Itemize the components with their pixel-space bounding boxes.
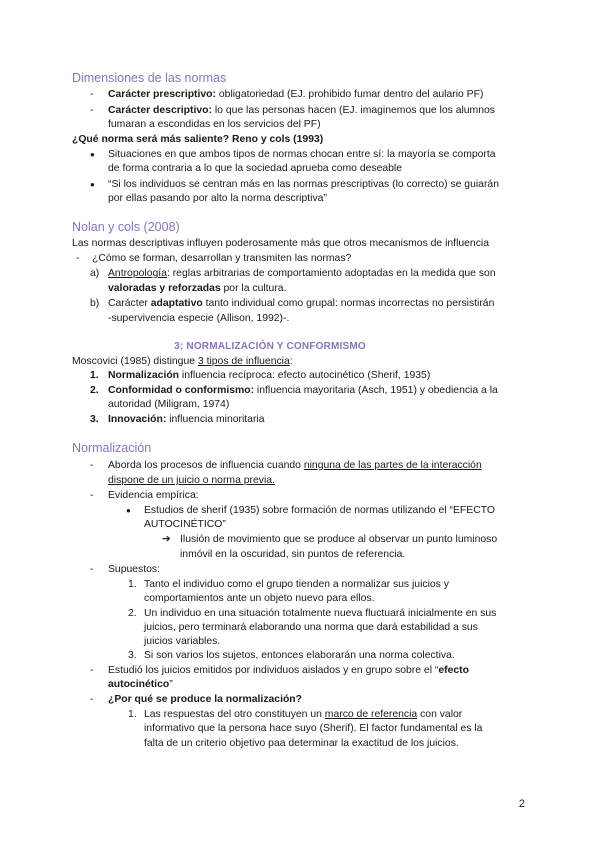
text-span: influencia mayoritaria (Asch, 1951) y obediencia a la xyxy=(254,385,498,396)
text-line xyxy=(108,281,286,296)
text-line: Evidencia empírica: xyxy=(108,490,199,501)
text-line: autoridad (Miligram, 1974) xyxy=(108,399,230,410)
list-number: 1. xyxy=(128,579,137,590)
bold-text: Normalización xyxy=(108,370,180,381)
list-number: 1. xyxy=(90,370,99,381)
question-heading: ¿Qué norma será más saliente? Reno y cols (1993) xyxy=(72,134,324,145)
text-span: : xyxy=(289,356,293,367)
text-line: fumaran a escondidas en los servicios del PF) xyxy=(108,119,321,130)
underlined-text: dispone de un juicio o norma previa. xyxy=(108,475,275,486)
term-label: Carácter descriptivo: xyxy=(108,105,212,116)
text-line: Supuestos: xyxy=(108,564,160,575)
text-line: Si son varios los sujetos, entonces elaborarán una norma colectiva. xyxy=(144,650,455,661)
list-item xyxy=(108,412,265,427)
text-line xyxy=(72,354,293,369)
dash-marker: - xyxy=(90,460,94,471)
text-line: -supervivencia especie (Allison, 1992)-. xyxy=(108,313,290,324)
bold-text: adaptativo xyxy=(150,298,203,309)
list-item xyxy=(108,87,483,102)
text-span: tanto individual como grupal: normas incorrectas no persistirán xyxy=(202,298,495,309)
list-item xyxy=(108,103,495,118)
bold-text: Innovación: xyxy=(108,414,167,425)
text-span: ” xyxy=(169,679,173,690)
dash-marker: - xyxy=(90,490,94,501)
question-line: ¿Cómo se forman, desarrollan y transmiten las normas? xyxy=(92,253,352,264)
term-label: Antropología xyxy=(108,268,167,279)
text-span: Moscovici (1985) distingue xyxy=(72,356,198,367)
list-item xyxy=(108,266,496,281)
dash-marker: - xyxy=(90,564,94,575)
list-item xyxy=(108,383,498,398)
text-span: Las respuestas del otro constituyen un xyxy=(144,709,325,720)
dash-marker: - xyxy=(90,694,94,705)
arrow-marker: ➔ xyxy=(162,534,171,545)
bullet-marker: ● xyxy=(90,180,95,189)
text-line: Ilusión de movimiento que se produce al observar un punto luminoso xyxy=(180,534,498,545)
text-line: AUTOCINÉTICO” xyxy=(144,519,226,530)
list-number: 1. xyxy=(128,709,137,720)
text-line: inmóvil en la oscuridad, sin puntos de referencia. xyxy=(180,549,406,560)
text-line: juicios variables. xyxy=(144,636,221,647)
text-line: Tanto el individuo como el grupo tienden a normalizar sus juicios y xyxy=(144,579,449,590)
text-span: Carácter xyxy=(108,298,151,309)
term-text: lo que las personas hacen (EJ. imaginemos que los alumnos xyxy=(211,105,495,116)
list-item xyxy=(108,296,494,311)
text-line: “Si los individuos se centran más en las normas prescriptivas (lo correcto) se guiarán xyxy=(108,179,499,190)
text-line: de forma contraria a lo que la sociedad aprueba como deseable xyxy=(108,163,403,174)
text-line: falta de un criterio objetivo paa determinar la exactitud de los juicios. xyxy=(144,738,459,749)
text-line xyxy=(108,677,173,692)
text-span: influencia recíproca: efecto autocinético (Sherif, 1935) xyxy=(179,370,431,381)
text-line: Un individuo en una situación totalmente nueva fluctuará inicialmente en sus xyxy=(144,608,497,619)
bold-text: autocinético xyxy=(108,679,170,690)
heading-normalizacion: Normalización xyxy=(72,441,152,455)
list-number: 3. xyxy=(128,650,137,661)
dash-marker: - xyxy=(90,665,94,676)
heading-nolan: Nolan y cols (2008) xyxy=(72,220,180,234)
list-item xyxy=(108,663,469,678)
chapter-title: 3; NORMALIZACIÓN Y CONFORMISMO xyxy=(174,341,366,352)
text-span: influencia minoritaria xyxy=(166,414,265,425)
list-number: 2. xyxy=(90,385,99,396)
heading-dimensiones: Dimensiones de las normas xyxy=(72,71,227,85)
bullet-marker: ● xyxy=(126,506,131,515)
text-span: Estudió los juicios emitidos por individuos aislados y en grupo sobre el “ xyxy=(108,665,439,676)
term-text: obligatoriedad (EJ. prohibido fumar dentro del aulario PF) xyxy=(216,89,484,100)
bold-text: efecto xyxy=(438,665,469,676)
term-label: Carácter prescriptivo: xyxy=(108,89,216,100)
text-line: por ellas pasando por alto la norma descriptiva” xyxy=(108,193,327,204)
text-line: Situaciones en que ambos tipos de normas chocan entre sí: la mayoría se comporta xyxy=(108,149,496,160)
list-marker: a) xyxy=(90,268,100,279)
dash-marker: - xyxy=(90,89,94,100)
list-marker: b) xyxy=(90,298,100,309)
term-text: : reglas arbitrarias de comportamiento adoptadas en la medida que son xyxy=(166,268,496,279)
underlined-text: marco de referencia xyxy=(324,709,418,720)
text-line: comportamientos ante un objeto nuevo para ellos. xyxy=(144,593,375,604)
text-line: Las normas descriptivas influyen poderosamente más que otros mecanismos de influencia xyxy=(72,238,489,249)
list-number: 3. xyxy=(90,414,99,425)
bullet-marker: ● xyxy=(90,150,95,159)
text-span: con valor xyxy=(417,709,463,720)
underlined-text: 3 tipos de influencia xyxy=(197,356,290,367)
list-item xyxy=(144,707,462,722)
page-number: 2 xyxy=(518,798,525,810)
bold-text: Conformidad o conformismo: xyxy=(108,385,255,396)
underlined-text: ninguna de las partes de la interacción xyxy=(303,460,482,471)
text-line: Estudios de sherif (1935) sobre formación de normas utilizando el “EFECTO xyxy=(144,505,495,516)
question-heading: ¿Por qué se produce la normalización? xyxy=(108,694,302,705)
list-item xyxy=(108,458,482,473)
text-line: juicios, pero terminará elaborando una norma que dará estabilidad a sus xyxy=(144,622,478,633)
dash-marker: - xyxy=(76,253,80,264)
text-span: por la cultura. xyxy=(220,283,287,294)
bold-text: valoradas y reforzadas xyxy=(108,283,221,294)
list-item xyxy=(108,368,430,383)
text-line: informativo que la persona hace suyo (Sherif). El factor fundamental es la xyxy=(144,723,483,734)
dash-marker: - xyxy=(90,105,94,116)
text-span: Aborda los procesos de influencia cuando xyxy=(108,460,304,471)
list-number: 2. xyxy=(128,608,137,619)
